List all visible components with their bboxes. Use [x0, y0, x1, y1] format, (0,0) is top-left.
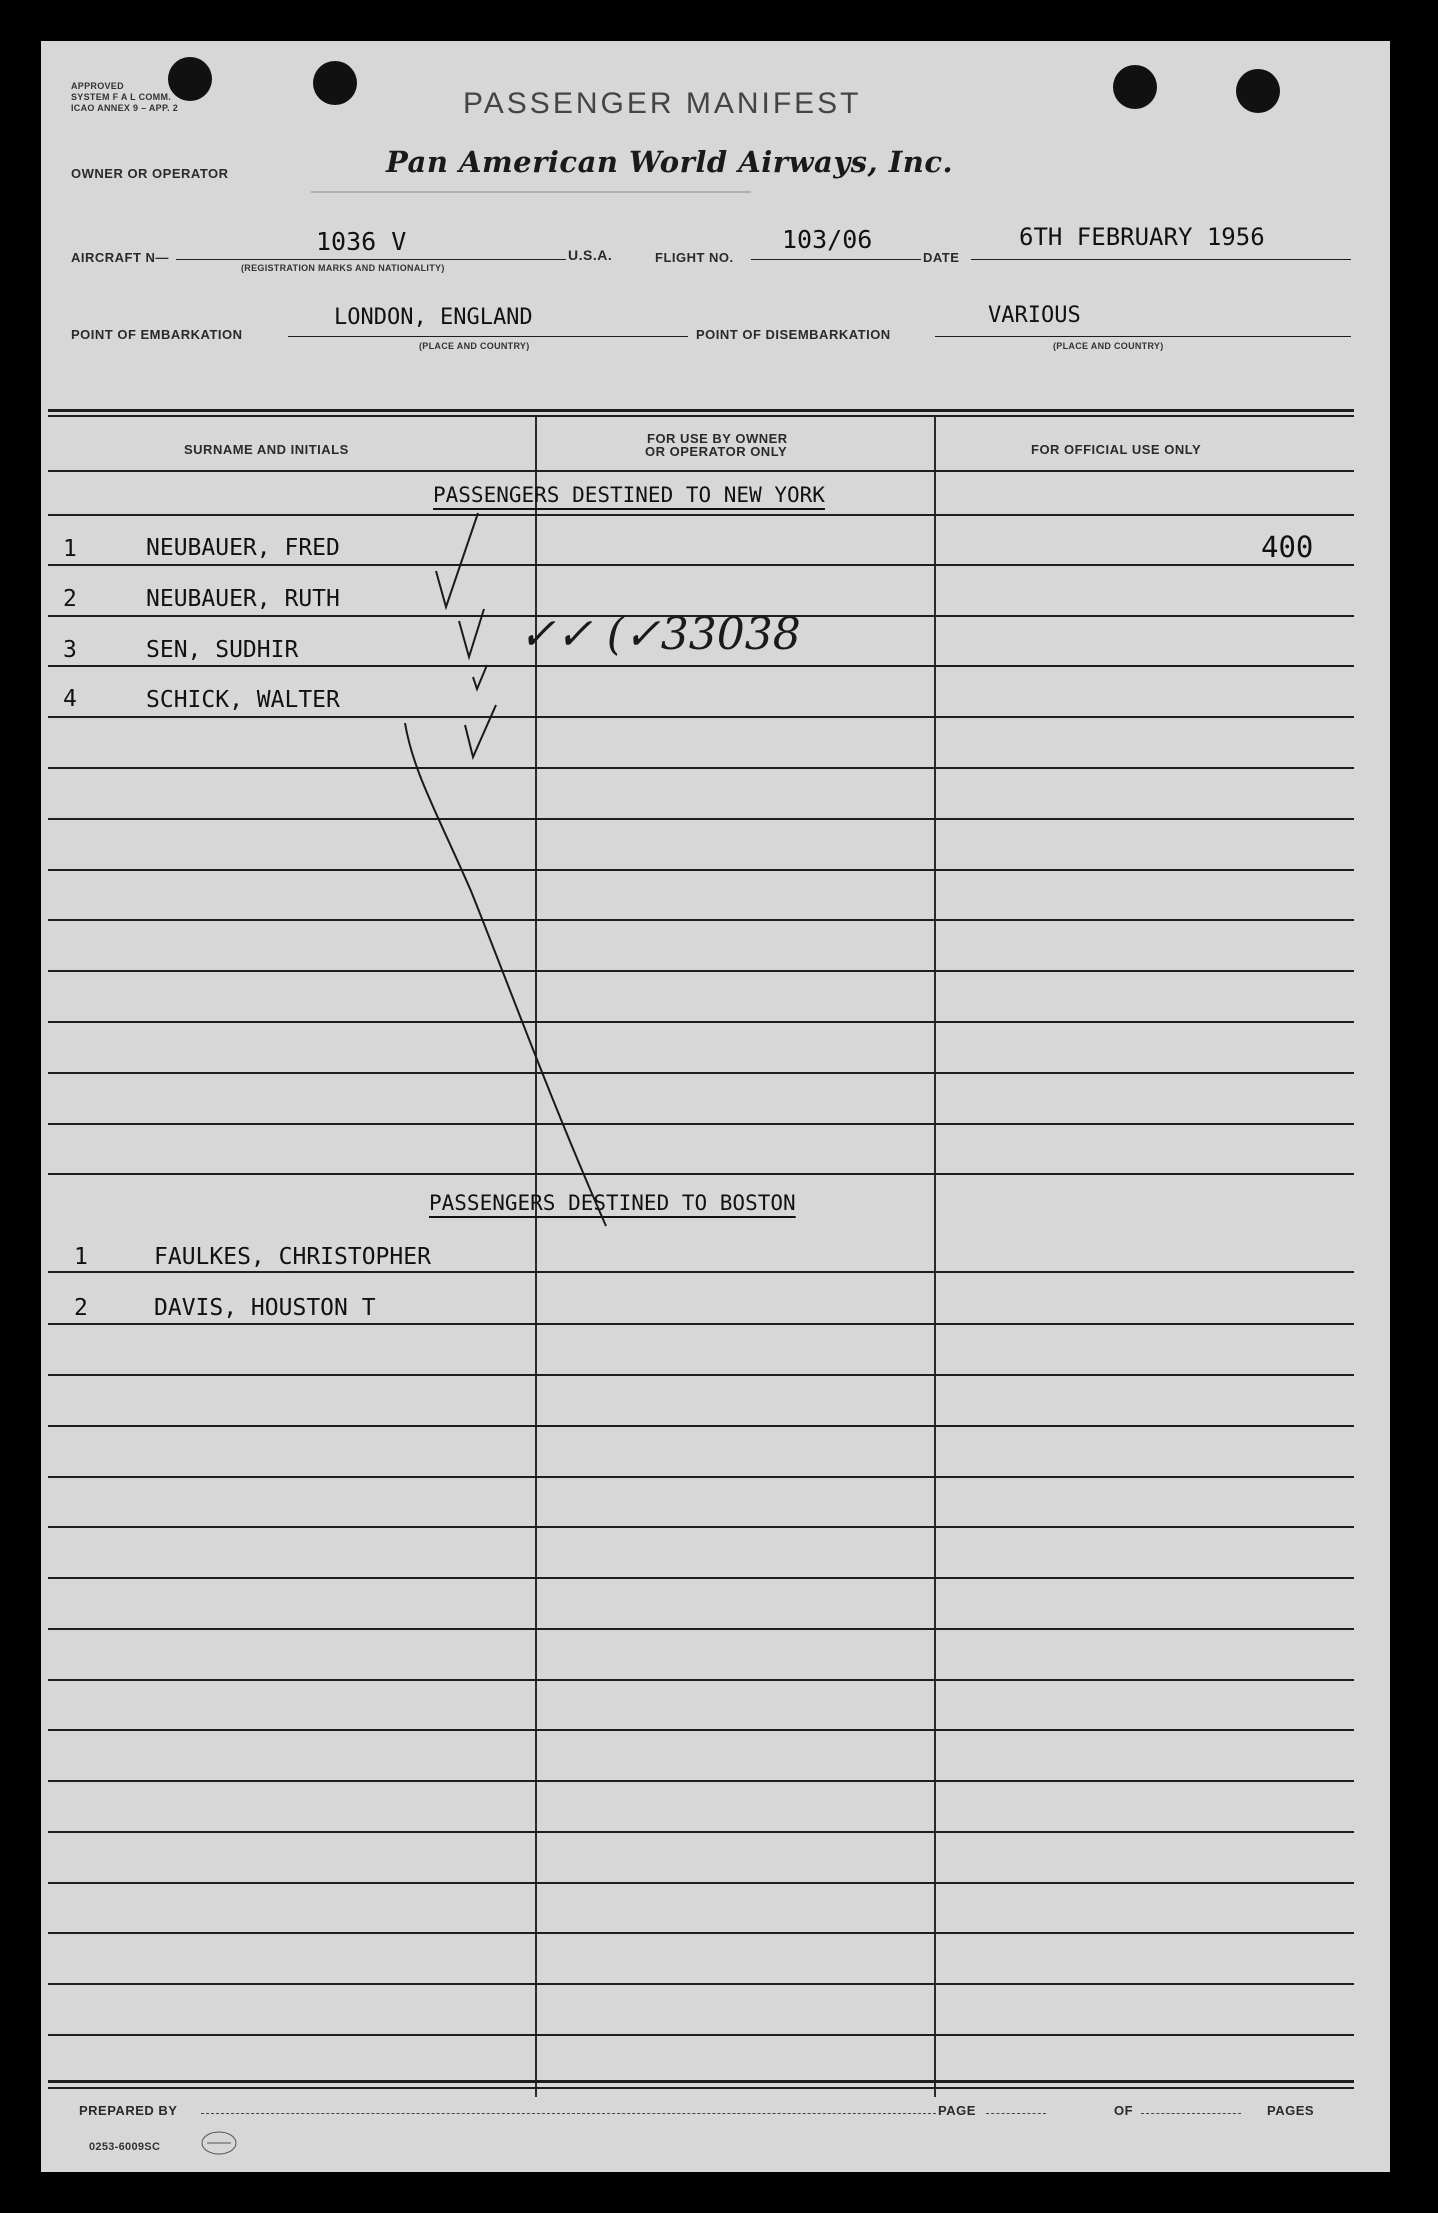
embark-value: LONDON, ENGLAND — [334, 305, 533, 330]
approval-line-1: APPROVED — [71, 81, 124, 91]
page-line — [986, 2113, 1046, 2114]
aircraft-line — [176, 259, 566, 260]
embark-line — [288, 336, 688, 337]
punch-hole — [1113, 65, 1157, 109]
check-mark — [465, 705, 496, 757]
punch-hole — [1236, 69, 1280, 113]
owner-label: OWNER OR OPERATOR — [71, 166, 229, 181]
passenger-name: NEUBAUER, FRED — [146, 535, 340, 561]
passenger-number: 2 — [63, 586, 77, 612]
approval-line-2: SYSTEM F A L COMM. — [71, 92, 172, 102]
check-mark — [436, 513, 478, 607]
passenger-number: 3 — [63, 637, 77, 663]
table-bottom-rule — [48, 2080, 1354, 2083]
embark-label: POINT OF EMBARKATION — [71, 327, 243, 342]
owner-line — [311, 191, 751, 193]
disembark-line — [935, 336, 1351, 337]
prepared-by-label: PREPARED BY — [79, 2103, 178, 2118]
flight-value: 103/06 — [782, 225, 873, 254]
date-label: DATE — [923, 250, 960, 265]
aircraft-label: AIRCRAFT N— — [71, 250, 169, 265]
page-label: PAGE — [938, 2103, 976, 2118]
manifest-page — [41, 41, 1390, 2172]
of-label: OF — [1114, 2103, 1134, 2118]
header-rule — [48, 470, 1354, 472]
disembark-label: POINT OF DISEMBARKATION — [696, 327, 891, 342]
table-top-rule — [48, 409, 1354, 412]
passenger-number: 1 — [74, 1244, 88, 1270]
official-use-value: 400 — [1261, 530, 1314, 564]
flight-label: FLIGHT NO. — [655, 250, 734, 265]
section-heading-new-york: PASSENGERS DESTINED TO NEW YORK — [433, 483, 825, 507]
table-top-rule-2 — [48, 415, 1354, 417]
section-heading-boston: PASSENGERS DESTINED TO BOSTON — [429, 1191, 796, 1215]
usa-label: U.S.A. — [568, 247, 613, 263]
punch-hole — [313, 61, 357, 105]
aircraft-sublabel: (REGISTRATION MARKS AND NATIONALITY) — [241, 263, 445, 273]
handwritten-marks — [41, 41, 1390, 2172]
of-line — [1141, 2113, 1241, 2114]
check-mark — [473, 665, 487, 689]
flight-line — [751, 259, 921, 260]
column-header-owner-use-1: FOR USE BY OWNER — [647, 431, 788, 446]
aircraft-value: 1036 V — [316, 227, 407, 256]
table-bottom-rule-2 — [48, 2087, 1354, 2089]
column-divider-1 — [535, 417, 537, 2097]
date-value: 6TH FEBRUARY 1956 — [1019, 223, 1265, 251]
disembark-sublabel: (PLACE AND COUNTRY) — [1053, 341, 1164, 351]
passenger-name: DAVIS, HOUSTON T — [154, 1295, 376, 1321]
embark-sublabel: (PLACE AND COUNTRY) — [419, 341, 530, 351]
disembark-value: VARIOUS — [988, 303, 1081, 328]
owner-value: Pan American World Airways, Inc. — [386, 145, 954, 179]
approval-line-3: ICAO ANNEX 9 – APP. 2 — [71, 103, 179, 113]
long-stroke — [405, 723, 606, 1226]
printer-seal — [199, 2129, 239, 2157]
prepared-by-line — [201, 2113, 936, 2114]
passenger-number: 4 — [63, 686, 77, 712]
handwritten-note: ✓✓ (✓33038 — [519, 609, 801, 660]
column-header-surname: SURNAME AND INITIALS — [184, 442, 349, 457]
date-line — [971, 259, 1351, 260]
column-header-official: FOR OFFICIAL USE ONLY — [1031, 442, 1202, 457]
passenger-number: 1 — [63, 536, 77, 562]
passenger-name: NEUBAUER, RUTH — [146, 586, 340, 612]
column-header-owner-use-2: OR OPERATOR ONLY — [645, 444, 788, 459]
passenger-name: SCHICK, WALTER — [146, 687, 340, 713]
punch-hole — [168, 57, 212, 101]
column-divider-2 — [934, 417, 936, 2097]
form-number: 0253-6009SC — [89, 2141, 161, 2153]
passenger-number: 2 — [74, 1295, 88, 1321]
page-title: PASSENGER MANIFEST — [463, 87, 862, 120]
pages-label: PAGES — [1267, 2103, 1315, 2118]
passenger-name: SEN, SUDHIR — [146, 637, 299, 663]
passenger-name: FAULKES, CHRISTOPHER — [154, 1244, 431, 1270]
